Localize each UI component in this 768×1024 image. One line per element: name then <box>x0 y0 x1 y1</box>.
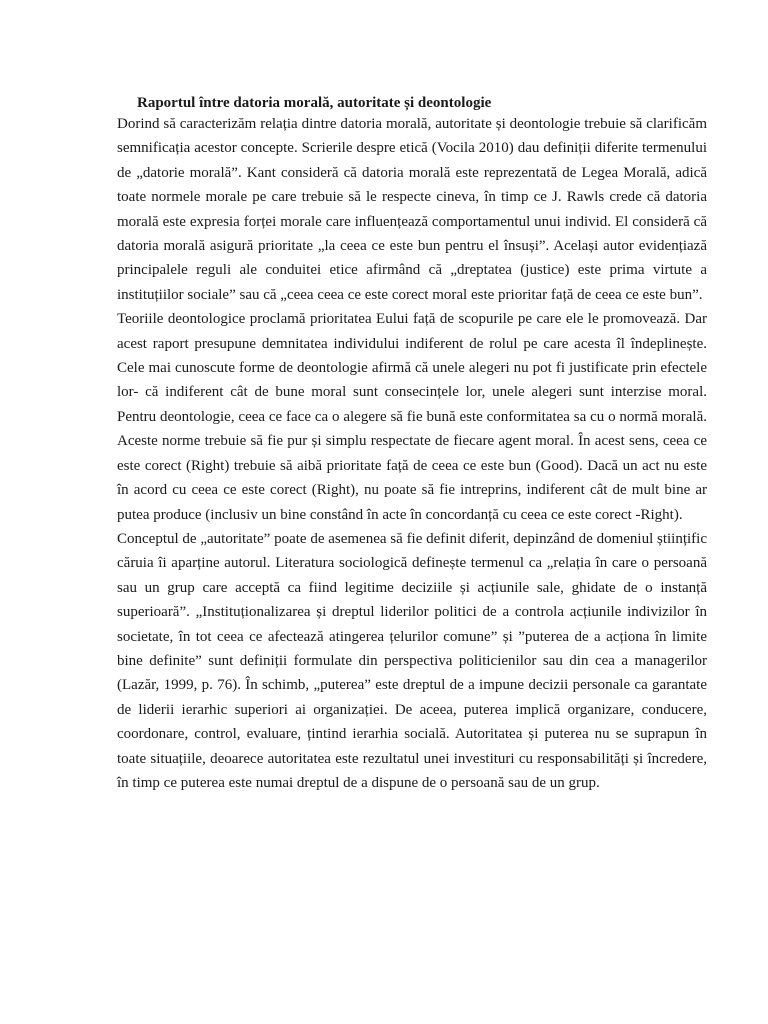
paragraph-3: Conceptul de „autoritate” poate de asemenea să fie definit diferit, depinzând de domeniul științific căruia îi aparține autorul. Literatura sociologică definește termenul ca „relația în care o persoană sau un grup care acceptă ca fiind legitime deciziile și acțiunile sale, ghidate de o instanță superioară”. „Instituționalizarea și dreptul liderilor politici de a controla acțiunile indivizilor în societate, în tot ceea ce afectează atingerea țelurilor comune” și ”puterea de a acționa în limite bine definite” sunt definiții formulate din perspectiva politicienilor sau din cea a managerilor (Lazăr, 1999, p. 76). În schimb, „puterea” este dreptul de a impune decizii personale ca garantate de liderii ierarhic superiori ai organizației. De aceea, puterea implică organizare, conducere, coordonare, control, evaluare, țintind ierarhia socială. Autoritatea și puterea nu se suprapun în toate situațiile, deoarece autoritatea este rezultatul unei investituri cu responsabilități și încredere, în timp ce puterea este numai dreptul de a dispune de o persoană sau de un grup. <box>117 530 707 791</box>
paragraph-2: Teoriile deontologice proclamă prioritatea Eului față de scopurile pe care ele le promovează. Dar acest raport presupune demnitatea individului indiferent de rolul pe care acesta îl îndeplinește. Cele mai cunoscute forme de deontologie afirmă că unele alegeri nu pot fi justificate prin efectele lor- că indiferent cât de bune moral sunt consecințele lor, unele alegeri sunt interzise moral. Pentru deontologie, ceea ce face ca o alegere să fie bună este conformitatea sa cu o normă morală. Aceste norme trebuie să fie pur și simplu respectate de fiecare agent moral. În acest sens, ceea ce este corect (Right) trebuie să aibă prioritate față de ceea ce este bun (Good). Dacă un act nu este în acord cu ceea ce este corect (Right), nu poate să fie intreprins, indiferent cât de mult bine ar putea produce (inclusiv un bine constând în acte în concordanță cu ceea ce este corect -Right). <box>117 311 707 523</box>
paragraph-1: Dorind să caracterizăm relația dintre datoria morală, autoritate și deontologie trebuie să clarificăm semnificația acestor concepte. Scrierile despre etică (Vocila 2010) dau definiții diferite termenului de „datorie morală”. Kant consideră că datoria morală este reprezentată de Legea Morală, adică toate normele morale pe care trebuie să le respecte cineva, în timp ce J. Rawls crede că datoria morală este expresia forței morale care influențează comportamentul unui individ. El consideră că datoria morală asigură prioritate „la ceea ce este bun pentru el însuși”. Același autor evidențiază principalele reguli ale conduitei etice afirmând că „dreptatea (justice) este prima virtute a instituțiilor sociale” sau că „ceea ceea ce este corect moral este prioritar față de ceea ce este bun”. <box>117 116 707 303</box>
document-title: Raportul între datoria morală, autoritate și deontologie <box>137 95 492 111</box>
document-page <box>117 94 707 795</box>
